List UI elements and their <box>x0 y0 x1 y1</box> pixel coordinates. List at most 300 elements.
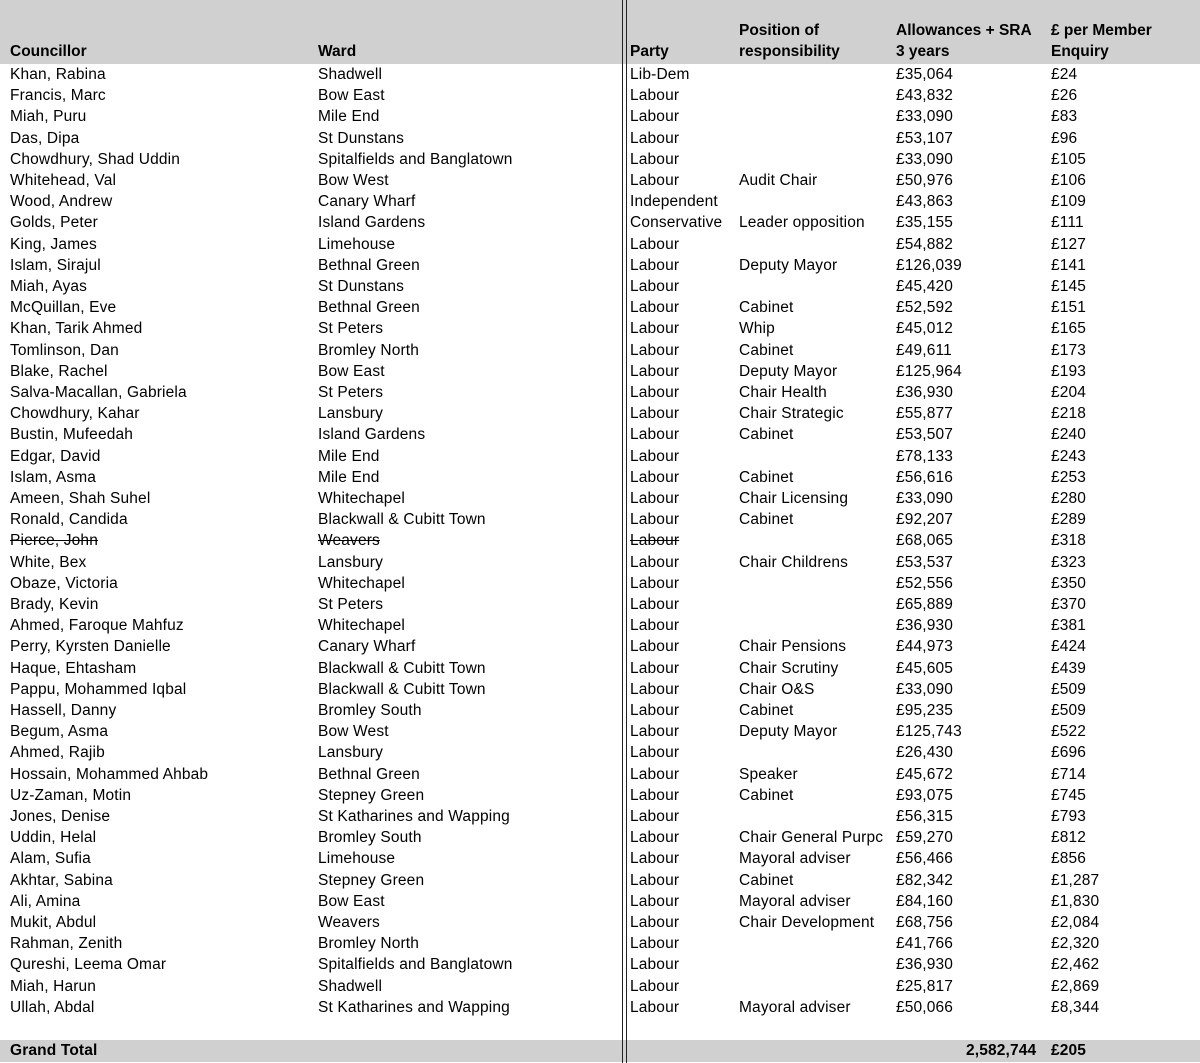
councillor-name: King, James <box>10 235 97 253</box>
ward-name: Shadwell <box>318 977 383 995</box>
ward-name: St Dunstans <box>318 129 405 147</box>
table-row <box>0 382 1200 403</box>
table-row <box>0 891 1200 912</box>
allowances-amount: £56,616 <box>896 468 954 486</box>
allowances-amount: £53,507 <box>896 426 954 444</box>
table-row <box>0 446 1200 467</box>
table-row <box>0 255 1200 276</box>
table-row <box>0 340 1200 361</box>
party-name: Labour <box>630 765 680 783</box>
ward-name: St Peters <box>318 384 384 401</box>
party-name: Independent <box>630 193 718 211</box>
ward-name: Bethnal Green <box>318 256 420 274</box>
allowances-amount: £44,973 <box>896 638 954 656</box>
ward-name: Weavers <box>318 532 380 550</box>
councillor-name: Francis, Marc <box>10 87 106 105</box>
ward-name: Bow East <box>318 892 385 910</box>
per-enquiry-amount: £24 <box>1051 66 1078 83</box>
party-name: Lib-Dem <box>630 66 690 83</box>
table-row <box>0 742 1200 763</box>
ward-name: Blackwall & Cubitt Town <box>318 659 486 677</box>
per-enquiry-amount: £165 <box>1051 320 1087 338</box>
per-enquiry-amount: £522 <box>1051 723 1087 741</box>
per-enquiry-amount: £151 <box>1051 299 1087 317</box>
party-name: Labour <box>630 680 680 698</box>
table-row <box>0 128 1200 149</box>
allowances-amount: £45,012 <box>896 320 954 338</box>
per-enquiry-amount: £289 <box>1051 511 1087 529</box>
allowances-amount: £49,611 <box>896 341 952 359</box>
allowances-amount: £36,930 <box>896 617 954 635</box>
table-row <box>0 679 1200 700</box>
table-row <box>0 106 1200 127</box>
allowances-amount: £126,039 <box>896 256 962 274</box>
councillor-name: White, Bex <box>10 553 87 571</box>
councillor-name: Bustin, Mufeedah <box>10 426 134 444</box>
councillor-name: Whitehead, Val <box>10 172 117 189</box>
position-of-responsibility: Cabinet <box>739 871 794 889</box>
position-of-responsibility: Deputy Mayor <box>739 723 838 741</box>
table-row <box>0 721 1200 742</box>
ward-name: Bethnal Green <box>318 299 420 317</box>
table-row <box>0 149 1200 170</box>
table-row <box>0 170 1200 191</box>
party-name: Labour <box>630 532 680 550</box>
ward-name: Blackwall & Cubitt Town <box>318 680 486 698</box>
per-enquiry-amount: £2,869 <box>1051 977 1100 995</box>
councillor-name: Miah, Ayas <box>10 278 88 295</box>
party-name: Labour <box>630 299 680 317</box>
councillor-name: Mukit, Abdul <box>10 914 97 931</box>
allowances-amount: £84,160 <box>896 892 954 910</box>
ward-name: Bow East <box>318 362 385 380</box>
councillor-name: Ahmed, Faroque Mahfuz <box>10 617 184 635</box>
ward-name: St Peters <box>318 320 384 338</box>
party-name: Labour <box>630 829 680 847</box>
allowances-amount: £55,877 <box>896 405 954 423</box>
table-row <box>0 234 1200 255</box>
position-of-responsibility: Cabinet <box>739 786 794 804</box>
ward-name: Lansbury <box>318 405 383 423</box>
per-enquiry-amount: £106 <box>1051 172 1087 189</box>
table-row <box>0 912 1200 933</box>
table-row <box>0 615 1200 636</box>
ward-name: Lansbury <box>318 553 383 571</box>
councillor-name: Tomlinson, Dan <box>10 341 119 359</box>
allowances-amount: £36,930 <box>896 384 954 401</box>
councillor-name: Uddin, Helal <box>10 829 97 847</box>
allowances-amount: £50,976 <box>896 172 954 189</box>
per-enquiry-amount: £105 <box>1051 150 1087 168</box>
councillor-name: Begum, Asma <box>10 723 109 741</box>
party-name: Labour <box>630 871 680 889</box>
allowances-amount: £65,889 <box>896 596 954 613</box>
header-position-line2: responsibility <box>739 43 840 60</box>
party-name: Labour <box>630 362 680 380</box>
allowances-amount: £59,270 <box>896 829 954 847</box>
allowances-amount: £52,592 <box>896 299 954 317</box>
councillor-name: Miah, Harun <box>10 977 97 995</box>
position-of-responsibility: Chair Scrutiny <box>739 659 839 677</box>
per-enquiry-amount: £381 <box>1051 617 1087 635</box>
party-name: Labour <box>630 468 680 486</box>
table-row <box>0 764 1200 785</box>
ward-name: Limehouse <box>318 850 396 868</box>
allowances-amount: £125,964 <box>896 362 962 380</box>
party-name: Labour <box>630 320 680 338</box>
ward-name: St Katharines and Wapping <box>318 998 510 1016</box>
party-name: Labour <box>630 235 680 253</box>
party-name: Labour <box>630 808 680 825</box>
councillor-name: Pierce, John <box>10 532 98 550</box>
councillor-name: Wood, Andrew <box>10 193 113 211</box>
allowances-amount: £53,107 <box>896 129 954 147</box>
position-of-responsibility: Leader opposition <box>739 214 865 232</box>
allowances-amount: £68,065 <box>896 532 954 550</box>
header-enquiry-line1: £ per Member <box>1051 22 1152 39</box>
position-of-responsibility: Chair General Purpc <box>739 829 884 847</box>
position-of-responsibility: Cabinet <box>739 426 794 444</box>
party-name: Labour <box>630 935 680 953</box>
position-of-responsibility: Chair O&S <box>739 680 815 698</box>
party-name: Labour <box>630 108 680 126</box>
table-row <box>0 530 1200 551</box>
ward-name: Spitalfields and Banglatown <box>318 956 513 974</box>
position-of-responsibility: Cabinet <box>739 511 794 529</box>
position-of-responsibility: Cabinet <box>739 468 794 486</box>
councillor-name: Qureshi, Leema Omar <box>10 956 167 974</box>
councillor-name: Uz-Zaman, Motin <box>10 786 132 804</box>
ward-name: St Katharines and Wapping <box>318 808 510 825</box>
party-name: Labour <box>630 956 680 974</box>
per-enquiry-amount: £370 <box>1051 596 1087 613</box>
party-name: Labour <box>630 574 680 592</box>
position-of-responsibility: Cabinet <box>739 341 794 359</box>
allowances-amount: £50,066 <box>896 998 954 1016</box>
table-row <box>0 933 1200 954</box>
per-enquiry-amount: £1,287 <box>1051 871 1100 889</box>
ward-name: Weavers <box>318 914 380 931</box>
ward-name: Bromley North <box>318 935 420 953</box>
councillor-name: Rahman, Zenith <box>10 935 123 953</box>
allowances-amount: £45,672 <box>896 765 954 783</box>
party-name: Labour <box>630 659 680 677</box>
per-enquiry-amount: £204 <box>1051 384 1087 401</box>
table-row <box>0 297 1200 318</box>
councillor-name: Hassell, Danny <box>10 702 117 719</box>
grand-total-label: Grand Total <box>10 1042 98 1059</box>
per-enquiry-amount: £2,462 <box>1051 956 1100 974</box>
position-of-responsibility: Chair Strategic <box>739 405 844 423</box>
allowances-amount: £54,882 <box>896 235 954 253</box>
councillor-name: Islam, Asma <box>10 468 97 486</box>
position-of-responsibility: Deputy Mayor <box>739 362 838 380</box>
councillor-name: Khan, Tarik Ahmed <box>10 320 143 338</box>
table-row <box>0 509 1200 530</box>
allowances-amount: £33,090 <box>896 108 954 126</box>
position-of-responsibility: Chair Health <box>739 384 827 401</box>
ward-name: Bethnal Green <box>318 765 420 783</box>
per-enquiry-amount: £111 <box>1051 214 1084 232</box>
per-enquiry-amount: £350 <box>1051 574 1087 592</box>
table-row <box>0 954 1200 975</box>
councillor-name: Pappu, Mohammed Iqbal <box>10 680 187 698</box>
allowances-amount: £35,064 <box>896 66 954 83</box>
allowances-amount: £56,466 <box>896 850 954 868</box>
ward-name: Bow West <box>318 723 389 741</box>
header-party: Party <box>630 43 669 60</box>
table-row <box>0 191 1200 212</box>
allowances-amount: £41,766 <box>896 935 954 953</box>
per-enquiry-amount: £745 <box>1051 786 1087 804</box>
column-divider-right <box>626 0 627 1063</box>
ward-name: Bow West <box>318 172 389 189</box>
allowances-amount: £43,832 <box>896 87 954 105</box>
per-enquiry-amount: £323 <box>1051 553 1087 571</box>
party-name: Labour <box>630 405 680 423</box>
position-of-responsibility: Mayoral adviser <box>739 850 851 868</box>
per-enquiry-amount: £240 <box>1051 426 1087 444</box>
per-enquiry-amount: £318 <box>1051 532 1087 550</box>
ward-name: Bow East <box>318 87 385 105</box>
allowances-amount: £25,817 <box>896 977 954 995</box>
councillor-name: Ahmed, Rajib <box>10 744 105 762</box>
party-name: Labour <box>630 447 680 465</box>
table-row <box>0 806 1200 827</box>
table-row <box>0 636 1200 657</box>
party-name: Labour <box>630 914 680 931</box>
position-of-responsibility: Audit Chair <box>739 172 818 189</box>
ward-name: Shadwell <box>318 66 383 83</box>
table-row <box>0 467 1200 488</box>
per-enquiry-amount: £696 <box>1051 744 1087 762</box>
table-row <box>0 658 1200 679</box>
table-row <box>0 594 1200 615</box>
header-enquiry-line2: Enquiry <box>1051 43 1109 60</box>
per-enquiry-amount: £280 <box>1051 490 1087 507</box>
allowances-amount: £35,155 <box>896 214 954 232</box>
ward-name: Stepney Green <box>318 786 425 804</box>
per-enquiry-amount: £714 <box>1051 765 1087 783</box>
ward-name: Limehouse <box>318 235 396 253</box>
allowances-amount: £93,075 <box>896 786 954 804</box>
table-row <box>0 976 1200 997</box>
per-enquiry-amount: £856 <box>1051 850 1087 868</box>
councillor-name: Hossain, Mohammed Ahbab <box>10 765 209 783</box>
per-enquiry-amount: £424 <box>1051 638 1087 656</box>
per-enquiry-amount: £218 <box>1051 405 1087 423</box>
councillor-name: Salva-Macallan, Gabriela <box>10 384 187 401</box>
ward-name: Canary Wharf <box>318 193 416 211</box>
ward-name: Stepney Green <box>318 871 425 889</box>
party-name: Labour <box>630 256 680 274</box>
column-divider-left <box>622 0 623 1063</box>
per-enquiry-amount: £509 <box>1051 702 1087 719</box>
grand-total-allowances: 2,582,744 <box>966 1042 1037 1059</box>
header-councillor: Councillor <box>10 43 87 60</box>
table-header <box>0 0 1200 64</box>
ward-name: Lansbury <box>318 744 383 762</box>
party-name: Labour <box>630 744 680 762</box>
councillor-name: Chowdhury, Kahar <box>10 405 140 423</box>
per-enquiry-amount: £83 <box>1051 108 1078 126</box>
ward-name: St Peters <box>318 596 384 613</box>
header-allowances-line1: Allowances + SRA <box>896 22 1032 39</box>
grand-total-row <box>0 1040 1200 1062</box>
councillor-name: Miah, Puru <box>10 108 87 126</box>
allowances-amount: £33,090 <box>896 490 954 507</box>
party-name: Labour <box>630 384 680 401</box>
table-row <box>0 64 1200 85</box>
position-of-responsibility: Cabinet <box>739 299 794 317</box>
ward-name: Mile End <box>318 108 380 126</box>
councillor-name: Blake, Rachel <box>10 362 108 380</box>
councillor-name: Obaze, Victoria <box>10 574 118 592</box>
per-enquiry-amount: £812 <box>1051 829 1087 847</box>
per-enquiry-amount: £253 <box>1051 468 1087 486</box>
allowances-amount: £78,133 <box>896 447 954 465</box>
councillor-name: Golds, Peter <box>10 214 98 232</box>
councillor-name: Edgar, David <box>10 447 101 465</box>
per-enquiry-amount: £439 <box>1051 659 1087 677</box>
councillor-name: Ronald, Candida <box>10 511 128 529</box>
position-of-responsibility: Cabinet <box>739 702 794 719</box>
position-of-responsibility: Mayoral adviser <box>739 998 851 1016</box>
table-row <box>0 361 1200 382</box>
party-name: Labour <box>630 341 680 359</box>
ward-name: Bromley North <box>318 341 420 359</box>
allowances-amount: £125,743 <box>896 723 962 741</box>
per-enquiry-amount: £8,344 <box>1051 998 1100 1016</box>
ward-name: Bromley South <box>318 702 422 719</box>
party-name: Labour <box>630 511 680 529</box>
party-name: Labour <box>630 426 680 444</box>
allowances-amount: £45,420 <box>896 278 954 295</box>
allowances-amount: £92,207 <box>896 511 954 529</box>
position-of-responsibility: Chair Pensions <box>739 638 847 656</box>
councillor-name: Akhtar, Sabina <box>10 871 113 889</box>
position-of-responsibility: Chair Childrens <box>739 553 849 571</box>
per-enquiry-amount: £2,320 <box>1051 935 1100 953</box>
position-of-responsibility: Chair Licensing <box>739 490 849 507</box>
allowances-amount: £95,235 <box>896 702 954 719</box>
councillor-name: Haque, Ehtasham <box>10 659 137 677</box>
party-name: Labour <box>630 850 680 868</box>
header-position-line1: Position of <box>739 22 820 39</box>
per-enquiry-amount: £509 <box>1051 680 1087 698</box>
ward-name: Island Gardens <box>318 426 426 444</box>
ward-name: St Dunstans <box>318 278 405 295</box>
allowances-amount: £33,090 <box>896 150 954 168</box>
councillor-name: Jones, Denise <box>10 808 111 825</box>
party-name: Labour <box>630 892 680 910</box>
allowances-amount: £43,863 <box>896 193 954 211</box>
table-row <box>0 870 1200 891</box>
table-row <box>0 212 1200 233</box>
position-of-responsibility: Chair Development <box>739 914 875 931</box>
councillor-name: Das, Dipa <box>10 129 80 147</box>
table-row <box>0 848 1200 869</box>
allowances-amount: £53,537 <box>896 553 954 571</box>
table-row <box>0 573 1200 594</box>
councillor-name: Khan, Rabina <box>10 66 106 83</box>
party-name: Labour <box>630 596 680 613</box>
per-enquiry-amount: £96 <box>1051 129 1078 147</box>
party-name: Labour <box>630 723 680 741</box>
position-of-responsibility: Speaker <box>739 765 798 783</box>
per-enquiry-amount: £109 <box>1051 193 1087 211</box>
ward-name: Island Gardens <box>318 214 426 232</box>
allowances-amount: £68,756 <box>896 914 954 931</box>
table-row <box>0 827 1200 848</box>
allowances-amount: £82,342 <box>896 871 954 889</box>
councillor-name: McQuillan, Eve <box>10 299 117 317</box>
per-enquiry-amount: £193 <box>1051 362 1087 380</box>
table-row <box>0 85 1200 106</box>
table-row <box>0 318 1200 339</box>
councillor-name: Islam, Sirajul <box>10 256 101 274</box>
table-row <box>0 424 1200 445</box>
position-of-responsibility: Whip <box>739 320 775 338</box>
table-row <box>0 997 1200 1018</box>
allowances-amount: £33,090 <box>896 680 954 698</box>
per-enquiry-amount: £173 <box>1051 341 1087 359</box>
party-name: Labour <box>630 150 680 168</box>
allowances-amount: £56,315 <box>896 808 954 825</box>
per-enquiry-amount: £26 <box>1051 87 1078 105</box>
per-enquiry-amount: £145 <box>1051 278 1087 295</box>
party-name: Labour <box>630 490 680 507</box>
ward-name: Mile End <box>318 468 380 486</box>
ward-name: Mile End <box>318 447 380 465</box>
ward-name: Canary Wharf <box>318 638 416 656</box>
table-row <box>0 488 1200 509</box>
table-row <box>0 700 1200 721</box>
per-enquiry-amount: £2,084 <box>1051 914 1100 931</box>
ward-name: Whitechapel <box>318 490 405 507</box>
party-name: Conservative <box>630 214 723 232</box>
per-enquiry-amount: £243 <box>1051 447 1087 465</box>
header-allowances-line2: 3 years <box>896 43 950 60</box>
ward-name: Whitechapel <box>318 617 405 635</box>
party-name: Labour <box>630 617 680 635</box>
councillor-name: Perry, Kyrsten Danielle <box>10 638 171 656</box>
position-of-responsibility: Mayoral adviser <box>739 892 851 910</box>
allowances-amount: £36,930 <box>896 956 954 974</box>
councillor-name: Ali, Amina <box>10 892 81 910</box>
ward-name: Spitalfields and Banglatown <box>318 150 513 168</box>
party-name: Labour <box>630 129 680 147</box>
ward-name: Whitechapel <box>318 574 405 592</box>
per-enquiry-amount: £127 <box>1051 235 1087 253</box>
ward-name: Blackwall & Cubitt Town <box>318 511 486 529</box>
party-name: Labour <box>630 977 680 995</box>
table-row <box>0 276 1200 297</box>
councillor-name: Ullah, Abdal <box>10 998 95 1016</box>
councillor-name: Ameen, Shah Suhel <box>10 490 151 507</box>
table-row <box>0 785 1200 806</box>
per-enquiry-amount: £141 <box>1051 256 1087 274</box>
grand-total-per-enquiry: £205 <box>1051 1042 1087 1059</box>
party-name: Labour <box>630 998 680 1016</box>
allowances-amount: £45,605 <box>896 659 954 677</box>
position-of-responsibility: Deputy Mayor <box>739 256 838 274</box>
allowances-amount: £52,556 <box>896 574 954 592</box>
table-row <box>0 552 1200 573</box>
party-name: Labour <box>630 702 680 719</box>
allowances-amount: £26,430 <box>896 744 954 762</box>
per-enquiry-amount: £793 <box>1051 808 1087 825</box>
